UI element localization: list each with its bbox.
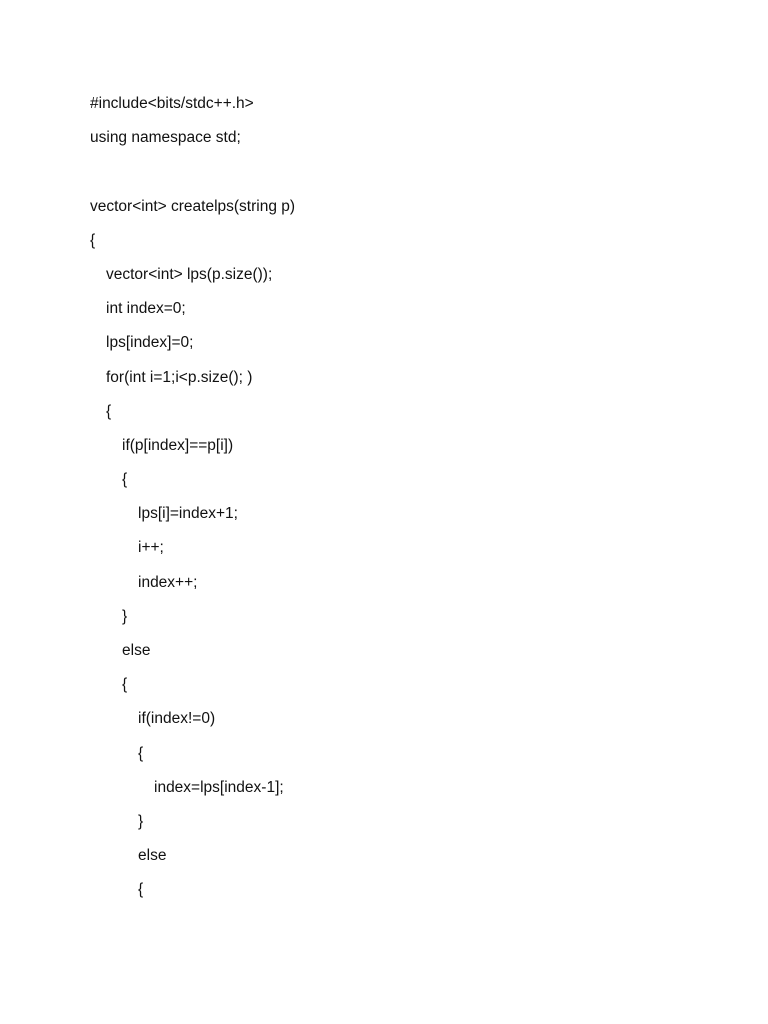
- code-line: else: [122, 642, 151, 659]
- code-line: #include<bits/stdc++.h>: [90, 95, 254, 112]
- code-listing: [90, 91, 710, 912]
- code-line: vector<int> createlps(string p): [90, 197, 296, 215]
- code-line: {: [122, 471, 128, 489]
- code-line: if(p[index]==p[i]): [122, 436, 234, 454]
- code-line: if(index!=0): [138, 710, 216, 728]
- code-line: int index=0;: [106, 300, 186, 318]
- code-line: {: [138, 744, 144, 762]
- code-line: }: [122, 607, 128, 625]
- code-line: using namespace std;: [90, 129, 241, 147]
- code-line: {: [138, 881, 144, 899]
- code-line: {: [122, 676, 128, 694]
- code-line: lps[i]=index+1;: [138, 505, 238, 523]
- code-line: vector<int> lps(p.size());: [106, 265, 273, 283]
- code-line: {: [106, 402, 112, 420]
- code-line: i++;: [138, 539, 164, 557]
- blank-line: [90, 159, 710, 193]
- code-line: index=lps[index-1];: [154, 778, 284, 796]
- code-line: else: [138, 847, 167, 865]
- code-line: {: [90, 231, 96, 249]
- code-line: }: [138, 812, 144, 830]
- code-line: index++;: [138, 573, 198, 591]
- code-line: for(int i=1;i<p.size(); ): [106, 368, 253, 386]
- code-line: lps[index]=0;: [106, 334, 194, 352]
